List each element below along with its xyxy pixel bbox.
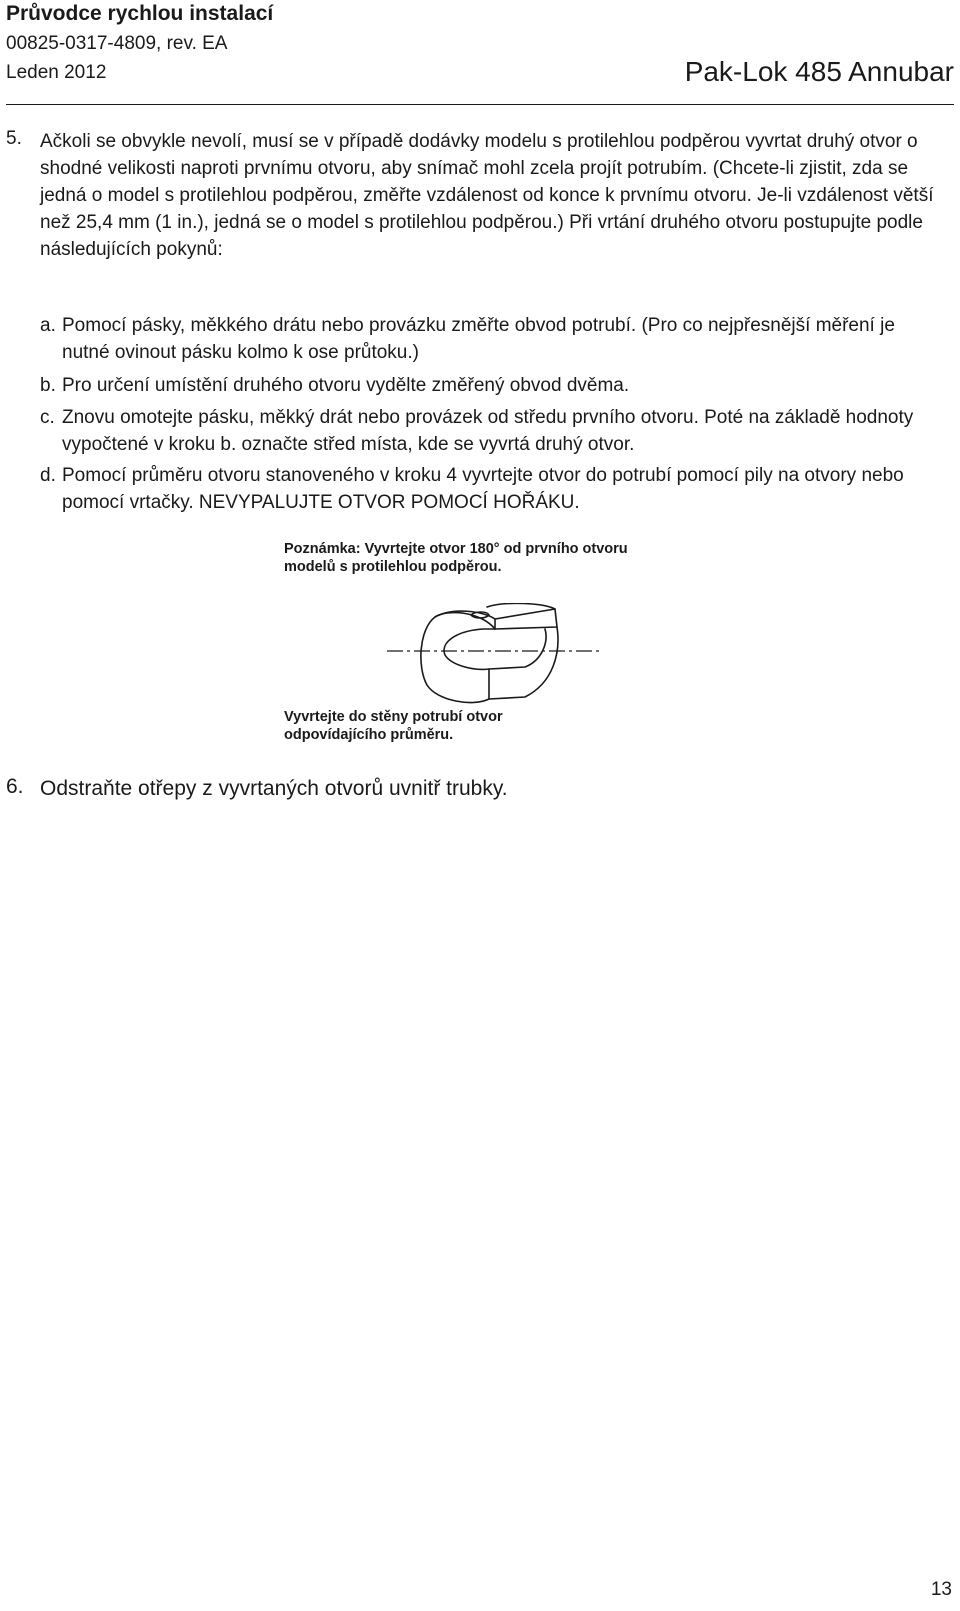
figure-caption: Vyvrtejte do stěny potrubí otvor odpovídajícího průměru. bbox=[284, 709, 503, 743]
pipe-wall-hole-figure bbox=[385, 603, 605, 713]
step-5-text: Ačkoli se obvykle nevolí, musí se v případě dodávky modelu s protilehlou podpěrou vyvrtat druhý otvor o shodné velikosti naproti prvnímu otvoru, aby snímač mohl zcela projít potrubím. (Chcete-li zjistit, zda se jedná o model s protilehlou podpěrou, změřte vzdálenost od konce k prvnímu otvoru. Je-li vzdálenost větší než 25,4 mm (1 in.), jedná se o model s protilehlou podpěrou.) Při vrtání druhého otvoru postupujte podle následujících pokynů: bbox=[40, 131, 934, 260]
header-title: Průvodce rychlou instalací bbox=[6, 2, 274, 25]
substep-c bbox=[40, 404, 940, 458]
substep-b-text: Pro určení umístění druhého otvoru vydělte změřený obvod dvěma. bbox=[62, 375, 630, 396]
figure-note: Poznámka: Vyvrtejte otvor 180° od prvního otvoru modelů s protilehlou podpěrou. bbox=[284, 541, 628, 575]
header-product-name: Pak-Lok 485 Annubar bbox=[684, 56, 954, 87]
substep-a-text: Pomocí pásky, měkkého drátu nebo provázku změřte obvod potrubí. (Pro co nejpřesnější měření je nutné ovinout pásku kolmo k ose průtoku.) bbox=[62, 315, 895, 363]
substep-c-text: Znovu omotejte pásku, měkký drát nebo provázek od středu prvního otvoru. Poté na základě hodnoty vypočtené v kroku b. označte střed místa, kde se vyvrtá druhý otvor. bbox=[62, 407, 914, 455]
page-number: 13 bbox=[930, 1579, 952, 1600]
substep-a-label: a. bbox=[40, 315, 56, 336]
substep-c-label: c. bbox=[40, 407, 55, 428]
header-date: Leden 2012 bbox=[6, 62, 107, 83]
header-doc-number: 00825-0317-4809, rev. EA bbox=[6, 33, 228, 54]
header-divider bbox=[6, 104, 954, 105]
substep-b bbox=[40, 372, 940, 399]
substep-d-label: d. bbox=[40, 465, 56, 486]
step-6-number: 6. bbox=[6, 775, 24, 798]
step-6-text: Odstraňte otřepy z vyvrtaných otvorů uvnitř trubky. bbox=[40, 777, 508, 800]
substep-b-label: b. bbox=[40, 375, 56, 396]
substep-d bbox=[40, 462, 940, 516]
step-5-number: 5. bbox=[6, 128, 22, 149]
substep-d-text: Pomocí průměru otvoru stanoveného v kroku 4 vyvrtejte otvor do potrubí pomocí pily na otvory nebo pomocí vrtačky. NEVYPALUJTE OTVOR POMOCÍ HOŘÁKU. bbox=[62, 465, 904, 513]
substep-a bbox=[40, 312, 940, 366]
